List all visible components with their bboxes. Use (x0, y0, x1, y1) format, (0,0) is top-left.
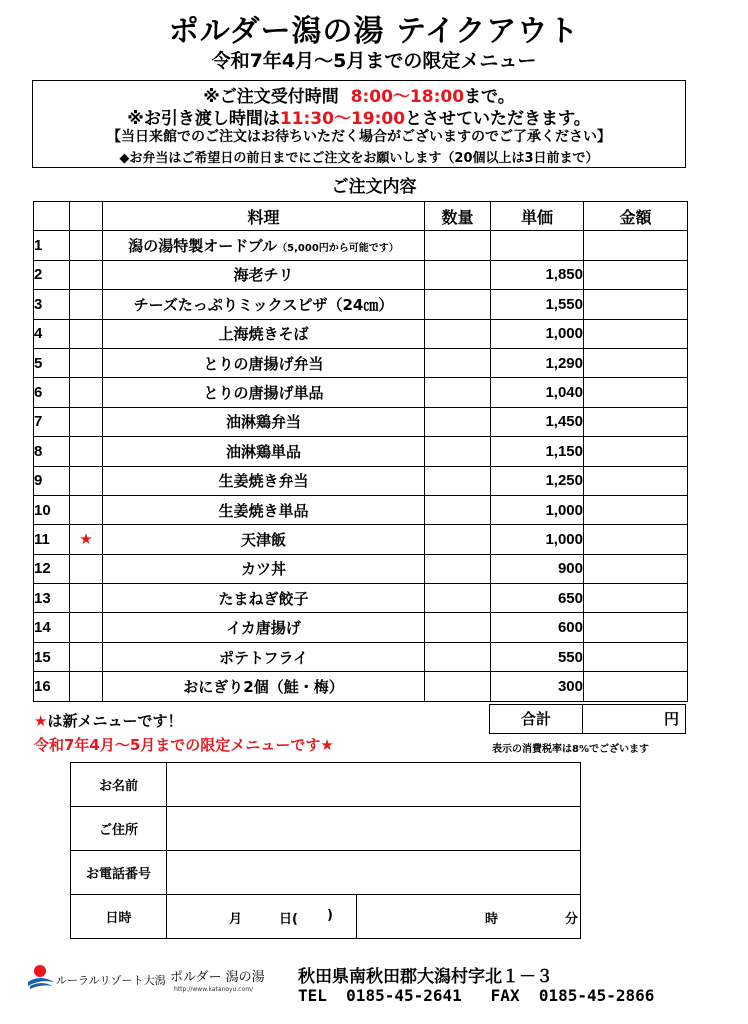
total-unit: 円 (663, 710, 679, 728)
polder-logo (170, 966, 290, 1002)
amount-cell[interactable] (584, 584, 688, 613)
amount-cell[interactable] (584, 378, 688, 407)
unit-price: 1,290 (491, 348, 584, 377)
quantity-cell[interactable] (425, 348, 491, 377)
contact-line (298, 986, 654, 1005)
tel-label: TEL (298, 986, 327, 1005)
table-row (34, 672, 688, 701)
amount-cell[interactable] (584, 231, 688, 260)
menu-item-label: たまねぎ餃子 (218, 589, 309, 608)
pickup-hours-line: ※お引き渡し時間は11:30～19:00とさせていただきます。 (127, 109, 591, 129)
menu-item-label: 上海焼きそば (218, 325, 309, 344)
menu-item-label: 油淋鶏弁当 (225, 413, 301, 432)
menu-item-label: 生姜焼き単品 (218, 501, 309, 520)
row-number: 11 (34, 525, 70, 554)
amount-cell[interactable] (584, 319, 688, 348)
amount-cell[interactable] (584, 260, 688, 289)
table-row (34, 290, 688, 319)
col-item-header: 料理 (103, 202, 425, 231)
table-row (34, 584, 688, 613)
address-label: ご住所 (71, 807, 167, 851)
month-label: 月 (229, 912, 243, 927)
quantity-cell[interactable] (425, 613, 491, 642)
amount-cell[interactable] (584, 525, 688, 554)
amount-cell[interactable] (584, 495, 688, 524)
menu-item-label: 天津飯 (240, 530, 286, 549)
new-mark (70, 231, 103, 260)
datetime-label: 日時 (71, 895, 167, 939)
quantity-cell[interactable] (425, 319, 491, 348)
quantity-cell[interactable] (425, 642, 491, 671)
table-row (34, 231, 688, 260)
new-mark (70, 260, 103, 289)
menu-table (33, 201, 688, 702)
total-label: 合計 (490, 705, 583, 733)
quantity-cell[interactable] (425, 290, 491, 319)
unit-price: 1,450 (491, 407, 584, 436)
menu-item-label: 生姜焼き弁当 (218, 472, 309, 491)
table-row (34, 613, 688, 642)
unit-price: 1,550 (491, 290, 584, 319)
star-icon: ★ (34, 712, 48, 730)
order-hours-value: 8:00～18:00 (350, 87, 465, 107)
quantity-cell[interactable] (425, 672, 491, 701)
unit-price: 650 (491, 584, 584, 613)
unit-price: 1,040 (491, 378, 584, 407)
date-field[interactable] (167, 895, 357, 939)
row-number: 1 (34, 231, 70, 260)
phone-label: お電話番号 (71, 851, 167, 895)
amount-cell[interactable] (584, 466, 688, 495)
rural-resort-logo-icon (26, 962, 56, 992)
unit-price: 1,000 (491, 495, 584, 524)
total-box (489, 704, 686, 734)
amount-cell[interactable] (584, 348, 688, 377)
table-row (34, 319, 688, 348)
row-number: 13 (34, 584, 70, 613)
page-title: ポルダー潟の湯 テイクアウト (168, 14, 580, 49)
col-price-header: 単価 (491, 202, 584, 231)
table-row (34, 260, 688, 289)
unit-price: 900 (491, 554, 584, 583)
phone-row (71, 851, 581, 895)
row-number: 9 (34, 466, 70, 495)
new-mark (70, 348, 103, 377)
unit-price: 1,000 (491, 525, 584, 554)
table-header-row (34, 202, 688, 231)
row-number: 2 (34, 260, 70, 289)
new-mark (70, 554, 103, 583)
amount-cell[interactable] (584, 407, 688, 436)
new-mark (70, 290, 103, 319)
amount-cell[interactable] (584, 290, 688, 319)
menu-item-label: ポテトフライ (218, 648, 309, 667)
limited-menu-note: 令和7年4月～5月までの限定メニューです★ (34, 736, 334, 754)
table-row (34, 642, 688, 671)
rural-resort-logo (26, 962, 166, 1002)
bento-notice: ◆お弁当はご希望日の前日までにご注文をお願いします（20個以上は3日前まで） (119, 151, 599, 166)
name-field[interactable] (167, 763, 581, 807)
row-number: 6 (34, 378, 70, 407)
day-label: 日( (279, 912, 298, 927)
row-number: 16 (34, 672, 70, 701)
pickup-hours-value: 11:30～19:00 (279, 109, 406, 129)
quantity-cell[interactable] (425, 260, 491, 289)
row-number: 10 (34, 495, 70, 524)
unit-price: 1,150 (491, 437, 584, 466)
menu-item-name (103, 378, 425, 407)
menu-item-name (103, 554, 425, 583)
customer-info-table (70, 762, 581, 939)
row-number: 3 (34, 290, 70, 319)
new-mark (70, 319, 103, 348)
quantity-cell[interactable] (425, 584, 491, 613)
new-mark (70, 642, 103, 671)
amount-cell[interactable] (584, 554, 688, 583)
datetime-row (71, 895, 581, 939)
name-row (71, 763, 581, 807)
name-label: お名前 (71, 763, 167, 807)
menu-item-name (103, 348, 425, 377)
table-row (34, 437, 688, 466)
table-row (34, 495, 688, 524)
menu-item-name (103, 466, 425, 495)
order-heading: ご注文内容 (331, 177, 417, 197)
quantity-cell[interactable] (425, 378, 491, 407)
menu-item-name (103, 495, 425, 524)
quantity-cell[interactable] (425, 437, 491, 466)
unit-price: 1,000 (491, 319, 584, 348)
phone-field[interactable] (167, 851, 581, 895)
same-day-notice: 【当日来館でのご注文はお待ちいただく場合がございますのでご了承ください】 (107, 129, 611, 145)
row-number: 4 (34, 319, 70, 348)
table-row (34, 525, 688, 554)
time-field[interactable] (357, 895, 581, 939)
amount-cell[interactable] (584, 642, 688, 671)
quantity-cell[interactable] (425, 525, 491, 554)
new-mark (70, 613, 103, 642)
hour-label: 時 (485, 912, 499, 927)
address-field[interactable] (167, 807, 581, 851)
new-mark (70, 584, 103, 613)
new-mark (70, 466, 103, 495)
row-number: 14 (34, 613, 70, 642)
menu-item-name (103, 407, 425, 436)
quantity-cell[interactable] (425, 407, 491, 436)
menu-item-label: カツ丼 (240, 560, 286, 579)
fax-label: FAX (490, 986, 520, 1005)
amount-cell[interactable] (584, 613, 688, 642)
menu-item-label: イカ唐揚げ (226, 619, 301, 638)
quantity-cell[interactable] (425, 231, 491, 260)
order-hours-line: ※ご注文受付時間 8:00～18:00まで。 (203, 87, 515, 107)
row-number: 5 (34, 348, 70, 377)
menu-item-label: チーズたっぷりミックスピザ（24㎝） (133, 295, 394, 314)
menu-item-note: （5,000円から可能です） (277, 243, 399, 255)
menu-item-name (103, 613, 425, 642)
menu-item-name (103, 290, 425, 319)
menu-item-name (103, 319, 425, 348)
quantity-cell[interactable] (425, 495, 491, 524)
menu-item-name (103, 260, 425, 289)
unit-price: 1,850 (491, 260, 584, 289)
menu-item-name (103, 672, 425, 701)
table-row (34, 554, 688, 583)
row-number: 15 (34, 642, 70, 671)
table-row (34, 407, 688, 436)
unit-price: 300 (491, 672, 584, 701)
menu-item-label: 潟の湯特製オードブル (128, 237, 278, 256)
new-mark (70, 437, 103, 466)
new-menu-note: ★は新メニューです！ (34, 712, 183, 730)
notice-box (32, 80, 686, 168)
unit-price: 600 (491, 613, 584, 642)
fax-number: 0185-45-2866 (538, 986, 655, 1005)
tel-number: 0185-45-2641 (346, 986, 462, 1005)
unit-price: 1,250 (491, 466, 584, 495)
rural-resort-logo-text: ルーラルリゾート大潟 (56, 974, 166, 987)
menu-item-name (103, 231, 425, 260)
polder-logo-text: ポルダー 潟の湯 (170, 970, 265, 985)
new-mark (70, 378, 103, 407)
paren-close: ) (327, 908, 333, 923)
row-number: 12 (34, 554, 70, 583)
menu-item-label: おにぎり2個（鮭・梅） (183, 677, 344, 696)
new-mark: ★ (70, 525, 103, 554)
new-mark (70, 495, 103, 524)
menu-item-name (103, 437, 425, 466)
menu-item-label: とりの唐揚げ弁当 (203, 354, 324, 373)
address: 秋田県南秋田郡大潟村字北１－３ (298, 967, 553, 987)
menu-item-label: 海老チリ (233, 266, 294, 285)
table-row (34, 348, 688, 377)
unit-price: 550 (491, 642, 584, 671)
quantity-cell[interactable] (425, 466, 491, 495)
new-mark (70, 407, 103, 436)
minute-label: 分 (565, 912, 579, 927)
tax-note: 表示の消費税率は8%でございます (492, 744, 649, 755)
unit-price (491, 231, 584, 260)
quantity-cell[interactable] (425, 554, 491, 583)
address-row (71, 807, 581, 851)
col-no-header (34, 202, 70, 231)
row-number: 7 (34, 407, 70, 436)
col-amount-header: 金額 (584, 202, 688, 231)
new-mark (70, 672, 103, 701)
row-number: 8 (34, 437, 70, 466)
table-row (34, 466, 688, 495)
menu-item-label: 油淋鶏単品 (225, 442, 301, 461)
menu-item-name (103, 584, 425, 613)
table-row (34, 378, 688, 407)
amount-cell[interactable] (584, 672, 688, 701)
menu-item-name (103, 642, 425, 671)
menu-item-label: とりの唐揚げ単品 (203, 384, 324, 403)
col-qty-header: 数量 (425, 202, 491, 231)
menu-item-name (103, 525, 425, 554)
amount-cell[interactable] (584, 437, 688, 466)
page-subtitle: 令和7年4月～5月までの限定メニュー (211, 50, 537, 72)
col-mark-header (70, 202, 103, 231)
polder-logo-url: http://www.katanoyu.com/ (174, 986, 254, 993)
